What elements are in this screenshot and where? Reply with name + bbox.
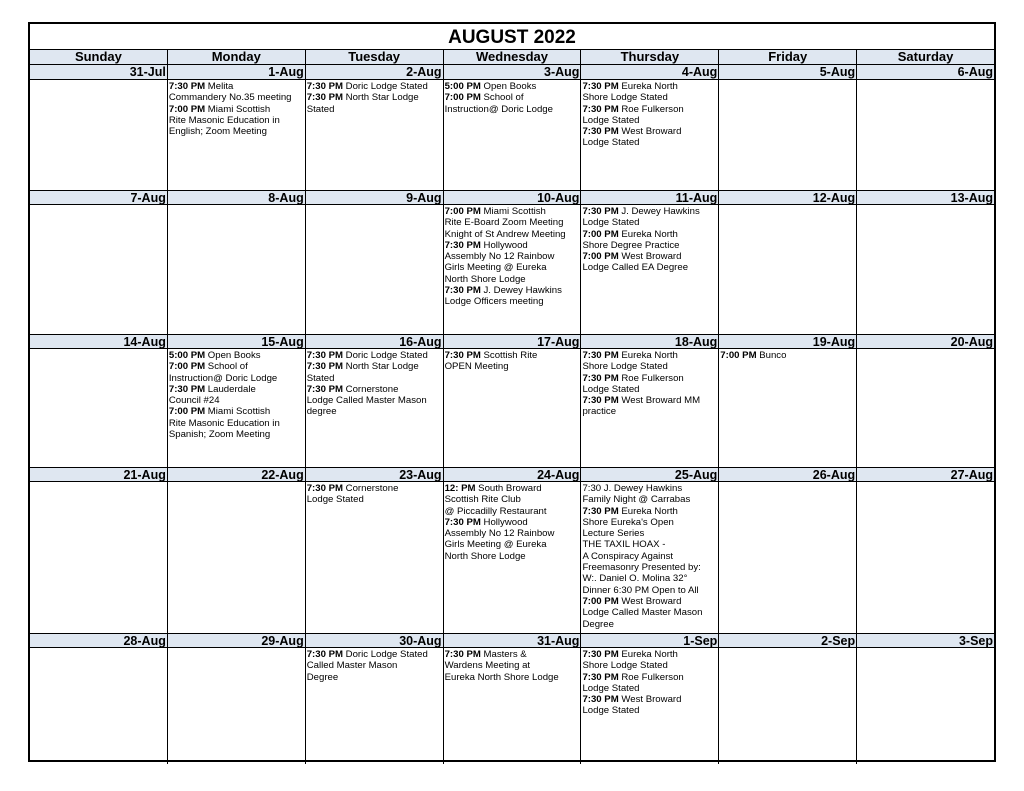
event-text: North Star Lodge Stated [306,92,419,115]
event-time: 12: PM [444,483,476,494]
event-text: Roe Fulkerson Lodge Stated [582,103,684,126]
calendar-event [720,350,856,361]
day-cell [167,80,305,190]
event-text: Scottish Rite OPEN Meeting [444,350,538,373]
calendar-event [307,483,443,506]
day-header-tuesday: Tuesday [305,50,443,64]
event-time: 7:30 PM [582,206,619,217]
calendar-event [445,206,581,240]
event-text: South Broward Scottish Rite Club @ Piccadilly Restaurant [444,483,547,517]
day-cell [718,648,856,764]
day-cell [30,349,167,467]
date-label: 18-Aug [580,335,718,348]
event-text: West Broward Lodge Called Master Mason Degree [582,595,703,630]
day-cell [443,349,581,467]
event-time: 7:30 PM [582,103,619,115]
calendar-event [445,350,581,373]
calendar-event [582,672,718,695]
event-text: Miami Scottish Rite Masonic Education in Spanish; Zoom Meeting [168,406,280,441]
date-label: 12-Aug [718,191,856,204]
event-text: West Broward Lodge Stated [582,694,682,717]
week-row [30,190,994,334]
event-time: 7:30 PM [306,649,343,660]
date-label: 27-Aug [856,468,994,481]
event-time: 7:00 PM [444,206,481,217]
events-row [30,80,994,190]
day-cell [443,648,581,764]
day-cell [856,205,994,334]
calendar-event [582,229,718,252]
event-time: 7:30 PM [582,694,619,706]
event-text: Doric Lodge Stated Called Master Mason Degree [306,649,428,683]
date-label: 4-Aug [580,65,718,79]
date-label: 13-Aug [856,191,994,204]
date-row [30,467,994,482]
date-label: 2-Sep [718,634,856,647]
event-time: 7:30 PM [306,483,343,494]
date-label: 26-Aug [718,468,856,481]
calendar-title: AUGUST 2022 [30,24,994,50]
day-cell [718,80,856,190]
calendar-event [445,81,581,92]
event-text: Bunco [756,350,787,361]
calendar-event [445,483,581,517]
calendar-event [582,483,718,506]
event-text: Miami Scottish Rite Masonic Education in English; Zoom Meeting [168,103,280,138]
day-cell [443,80,581,190]
date-label: 24-Aug [443,468,581,481]
event-time: 7:30 PM [306,92,343,104]
event-text: Cornerstone Lodge Called Master Mason degree [306,383,427,418]
day-cell [30,648,167,764]
calendar-event [307,361,443,384]
day-cell [856,648,994,764]
day-header-monday: Monday [167,50,305,64]
event-time: 7:00 PM [168,406,206,418]
date-label: 5-Aug [718,65,856,79]
day-cell [30,482,167,633]
event-time: 7:30 PM [582,350,619,361]
date-label: 16-Aug [305,335,443,348]
date-row [30,65,994,80]
calendar-event [169,81,305,104]
day-cell [580,80,718,190]
date-label: 23-Aug [305,468,443,481]
event-time: 7:30 PM [444,516,481,528]
date-label: 30-Aug [305,634,443,647]
day-cell [718,205,856,334]
date-label: 3-Sep [856,634,994,647]
day-header-wednesday: Wednesday [443,50,581,64]
calendar-event [582,126,718,149]
day-cell [167,205,305,334]
event-text: Eureka North Shore Lodge Stated [582,81,678,104]
calendar-event [582,81,718,104]
event-time: 7:00 PM [582,595,619,607]
event-text: Eureka North Shore Degree Practice [582,228,680,251]
event-text: Roe Fulkerson Lodge Stated [582,671,684,694]
event-time: 7:00 PM [582,251,619,263]
event-text: School of Instruction@ Doric Lodge [168,361,278,384]
event-text: Lauderdale Council #24 [168,383,256,407]
calendar-event [582,395,718,418]
event-time: 7:30 PM [582,671,619,683]
date-label: 21-Aug [123,468,166,482]
event-time: 5:00 PM [168,350,206,361]
day-cell [443,482,581,633]
date-label: 1-Aug [167,65,305,79]
event-time: 7:30 PM [444,285,481,297]
event-time: 7:30 PM [582,395,619,407]
date-label: 25-Aug [580,468,718,481]
day-cell [167,648,305,764]
date-label: 31-Jul [129,65,166,79]
date-label: 20-Aug [856,335,994,348]
calendar-event [445,285,581,308]
event-text: Doric Lodge Stated [342,81,428,92]
event-time: 5:00 PM [444,81,481,92]
date-label: 6-Aug [856,65,994,79]
day-header-thursday: Thursday [580,50,718,64]
event-text: Miami Scottish Rite E-Board Zoom Meeting Knight of St Andrew Meeting [444,206,566,240]
event-time: 7:30 PM [168,383,206,395]
calendar-event [307,92,443,115]
week-row [30,65,994,190]
event-time: 7:00 PM [168,361,206,373]
calendar-event [582,251,718,274]
event-time: 7:00 PM [582,228,619,240]
event-time: 7:30 PM [306,383,343,395]
event-text: Open Books [205,350,261,361]
date-row [30,190,994,205]
events-row [30,648,994,764]
event-text: Hollywood Assembly No 12 Rainbow Girls Meeting @ Eureka North Shore Lodge [444,516,555,562]
day-cell [305,349,443,467]
date-row [30,633,994,648]
date-label: 2-Aug [305,65,443,79]
day-cell [305,80,443,190]
day-header-friday: Friday [718,50,856,64]
event-text: Open Books [480,81,537,92]
calendar-event [169,350,305,361]
date-label: 1-Sep [580,634,718,647]
calendar-event [307,384,443,418]
event-time: 7:30 PM [582,81,619,92]
day-cell [580,648,718,764]
day-of-week-header [30,50,994,65]
event-text: Eureka North Shore Eureka's Open Lecture Series THE TAXIL HOAX - A Conspiracy Against Freemasonry Presented by: W:. Daniel O. Molina 32° Dinner 6:30 PM Open to All [582,505,701,596]
date-label: 17-Aug [443,335,581,348]
day-cell [580,349,718,467]
date-label: 19-Aug [718,335,856,348]
event-text: Cornerstone Lodge Stated [306,483,399,506]
event-text: Eureka North Shore Lodge Stated [582,350,678,373]
day-cell [305,482,443,633]
event-time: 7:30 PM [582,505,619,517]
day-cell [580,205,718,334]
week-row [30,467,994,633]
event-text: Doric Lodge Stated [342,350,428,361]
day-cell [167,349,305,467]
calendar-event [307,649,443,683]
calendar-event [582,596,718,630]
day-cell [443,205,581,334]
date-label: 11-Aug [580,191,718,204]
event-text: School of Instruction@ Doric Lodge [444,92,553,115]
event-text: Melita Commandery No.35 meeting [168,81,292,104]
calendar-event [307,81,443,92]
calendar-event [169,361,305,384]
day-cell [305,205,443,334]
event-text: Hollywood Assembly No 12 Rainbow Girls Meeting @ Eureka North Shore Lodge [444,239,555,285]
event-time: 7:30 PM [582,649,619,660]
event-time: 7:30 PM [582,372,619,384]
day-cell [580,482,718,633]
week-row [30,633,994,764]
event-time: 7:30 PM [306,361,343,373]
calendar-event [445,649,581,683]
calendar-event [582,350,718,373]
calendar [28,22,996,762]
calendar-weeks [30,65,994,760]
calendar-event [169,104,305,138]
calendar-event [582,506,718,596]
event-text: Masters & Wardens Meeting at Eureka North Shore Lodge [444,649,559,683]
date-label: 14-Aug [123,335,166,349]
calendar-event [582,649,718,672]
day-cell [856,80,994,190]
date-label: 29-Aug [167,634,305,647]
date-label: 28-Aug [123,634,166,648]
date-label: 9-Aug [305,191,443,204]
event-time: 7:30 PM [444,350,481,361]
event-time: 7:30 PM [444,649,481,660]
date-row [30,334,994,349]
date-label: 31-Aug [443,634,581,647]
event-time: 7:30 PM [582,126,619,138]
event-time: 7:30 PM [168,81,206,92]
event-time: 7:30 PM [306,350,343,361]
date-label: 8-Aug [167,191,305,204]
event-text: 7:30 J. Dewey Hawkins Family Night @ Carrabas [582,483,691,506]
events-row [30,349,994,467]
calendar-event [582,104,718,127]
event-text: West Broward Lodge Stated [582,126,682,149]
date-label: 15-Aug [167,335,305,348]
event-text: West Broward MM practice [582,395,701,418]
day-cell [718,482,856,633]
event-time: 7:00 PM [720,350,757,361]
calendar-event [307,350,443,361]
day-cell [856,349,994,467]
event-time: 7:00 PM [444,92,481,104]
day-cell [856,482,994,633]
event-text: J. Dewey Hawkins Lodge Stated [582,206,700,229]
event-text: Eureka North Shore Lodge Stated [582,649,678,672]
event-text: North Star Lodge Stated [306,361,419,384]
date-label: 7-Aug [130,191,166,205]
calendar-event [445,240,581,285]
event-text: J. Dewey Hawkins Lodge Officers meeting [444,285,562,308]
calendar-event [582,206,718,229]
day-cell [30,205,167,334]
day-cell [30,80,167,190]
event-text: Roe Fulkerson Lodge Stated [582,372,684,395]
date-label: 3-Aug [443,65,581,79]
calendar-event [582,694,718,717]
day-cell [167,482,305,633]
events-row [30,205,994,334]
event-time: 7:30 PM [444,239,481,251]
day-cell [305,648,443,764]
day-cell [718,349,856,467]
day-header-sunday: Sunday [74,49,122,64]
calendar-event [582,373,718,396]
calendar-event [169,384,305,407]
day-header-saturday: Saturday [856,50,994,64]
event-time: 7:00 PM [168,103,206,115]
date-label: 10-Aug [443,191,581,204]
calendar-event [169,406,305,440]
events-row [30,482,994,633]
calendar-event [445,92,581,115]
date-label: 22-Aug [167,468,305,481]
event-text: West Broward Lodge Called EA Degree [582,251,689,274]
week-row [30,334,994,467]
calendar-event [445,517,581,562]
event-time: 7:30 PM [306,81,343,92]
